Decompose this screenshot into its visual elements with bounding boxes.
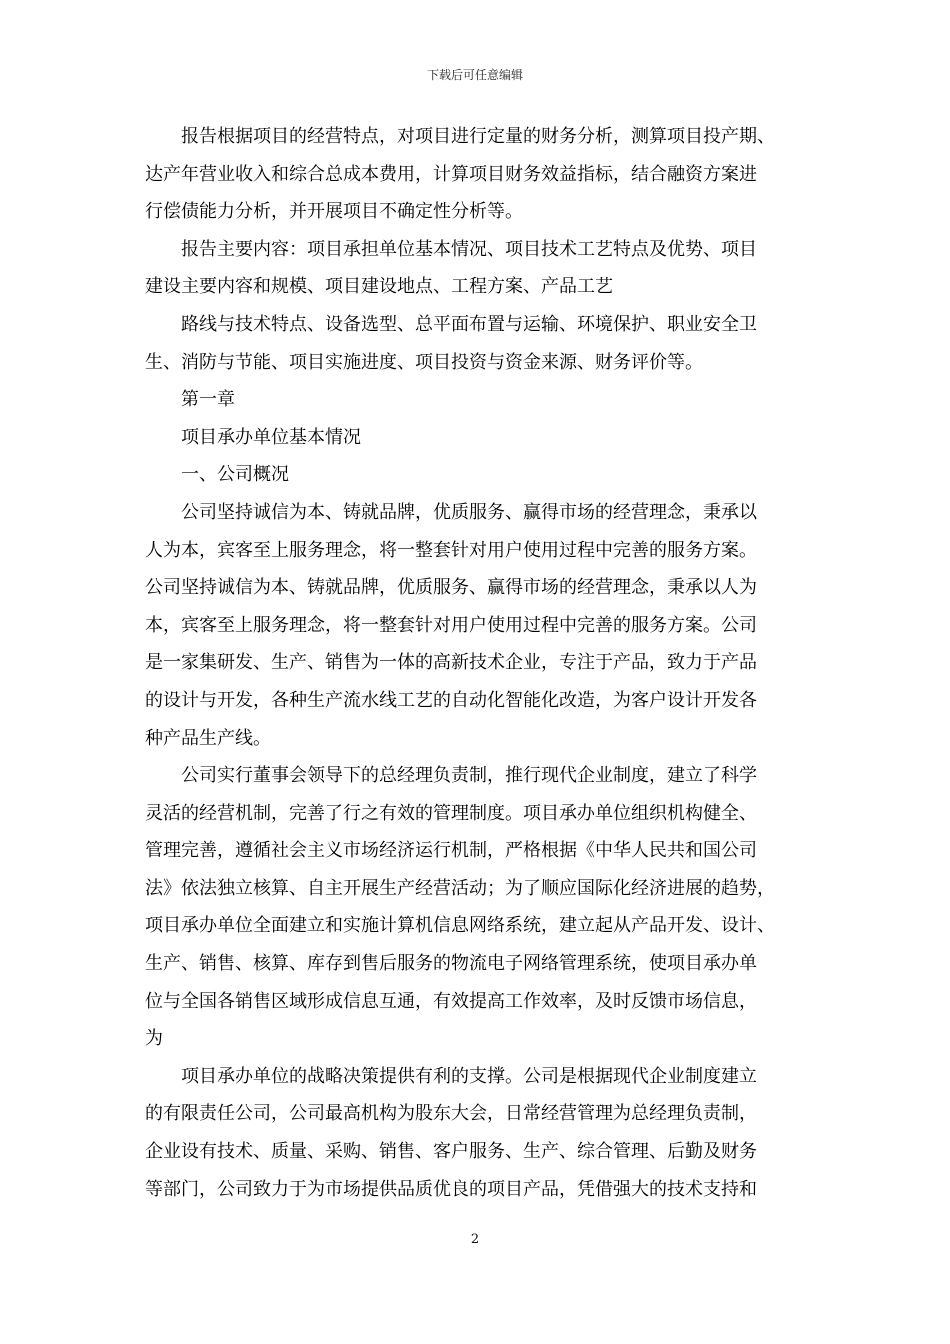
- page-number: 2: [470, 1232, 480, 1247]
- text-line: 项目承办单位全面建立和实施计算机信息网络系统，建立起从产品开发、设计、: [145, 915, 775, 937]
- text-line: 本，宾客至上服务理念，将一整套针对用户使用过程中完善的服务方案。公司: [145, 614, 757, 636]
- text-line: 为: [145, 1028, 163, 1050]
- document-body: [145, 118, 807, 1208]
- text-line: 公司坚持诚信为本、铸就品牌，优质服务、赢得市场的经营理念，秉承以人为: [145, 577, 757, 599]
- text-line: 种产品生产线。: [145, 727, 271, 749]
- text-line: 是一家集研发、生产、销售为一体的高新技术企业，专注于产品，致力于产品: [145, 652, 757, 674]
- text-line: 位与全国各销售区域形成信息互通，有效提高工作效率，及时反馈市场信息，: [145, 990, 757, 1012]
- section-heading: 一、公司概况: [181, 464, 289, 486]
- text-line: 的设计与开发，各种生产流水线工艺的自动化智能化改造，为客户设计开发各: [145, 689, 757, 711]
- text-line: 项目承办单位的战略决策提供有利的支撑。公司是根据现代企业制度建立: [181, 1065, 757, 1087]
- text-line: 行偿债能力分析，并开展项目不确定性分析等。: [145, 201, 523, 223]
- text-line: 生、消防与节能、项目实施进度、项目投资与资金来源、财务评价等。: [145, 351, 703, 373]
- text-line: 报告主要内容：项目承担单位基本情况、项目技术工艺特点及优势、项目: [181, 238, 757, 260]
- text-line: 达产年营业收入和综合总成本费用，计算项目财务效益指标，结合融资方案进: [145, 163, 757, 185]
- text-line: 灵活的经营机制，完善了行之有效的管理制度。项目承办单位组织机构健全、: [145, 802, 757, 824]
- text-line: 生产、销售、核算、库存到售后服务的物流电子网络管理系统，使项目承办单: [145, 953, 757, 975]
- text-line: 路线与技术特点、设备选型、总平面布置与运输、环境保护、职业安全卫: [181, 313, 757, 335]
- text-line: 报告根据项目的经营特点，对项目进行定量的财务分析，测算项目投产期、: [181, 126, 775, 147]
- text-line: 人为本，宾客至上服务理念，将一整套针对用户使用过程中完善的服务方案。: [145, 539, 757, 561]
- chapter-title: 项目承办单位基本情况: [181, 426, 361, 448]
- text-line: 法》依法独立核算、自主开展生产经营活动；为了顺应国际化经济进展的趋势，: [145, 877, 775, 899]
- text-line: 的有限责任公司，公司最高机构为股东大会，日常经营管理为总经理负责制，: [145, 1103, 757, 1125]
- text-line: 企业设有技术、质量、采购、销售、客户服务、生产、综合管理、后勤及财务: [145, 1141, 757, 1163]
- text-line: 公司实行董事会领导下的总经理负责制，推行现代企业制度，建立了科学: [181, 765, 757, 787]
- text-line: 公司坚持诚信为本、铸就品牌，优质服务、赢得市场的经营理念，秉承以: [181, 501, 757, 523]
- text-line: 等部门，公司致力于为市场提供品质优良的项目产品，凭借强大的技术支持和: [145, 1178, 757, 1200]
- text-line: 管理完善，遵循社会主义市场经济运行机制，严格根据《中华人民共和国公司: [145, 840, 757, 862]
- chapter-heading: 第一章: [181, 389, 235, 411]
- text-line: 建设主要内容和规模、项目建设地点、工程方案、产品工艺: [145, 276, 613, 298]
- page-header: 下载后可任意编辑: [426, 68, 523, 82]
